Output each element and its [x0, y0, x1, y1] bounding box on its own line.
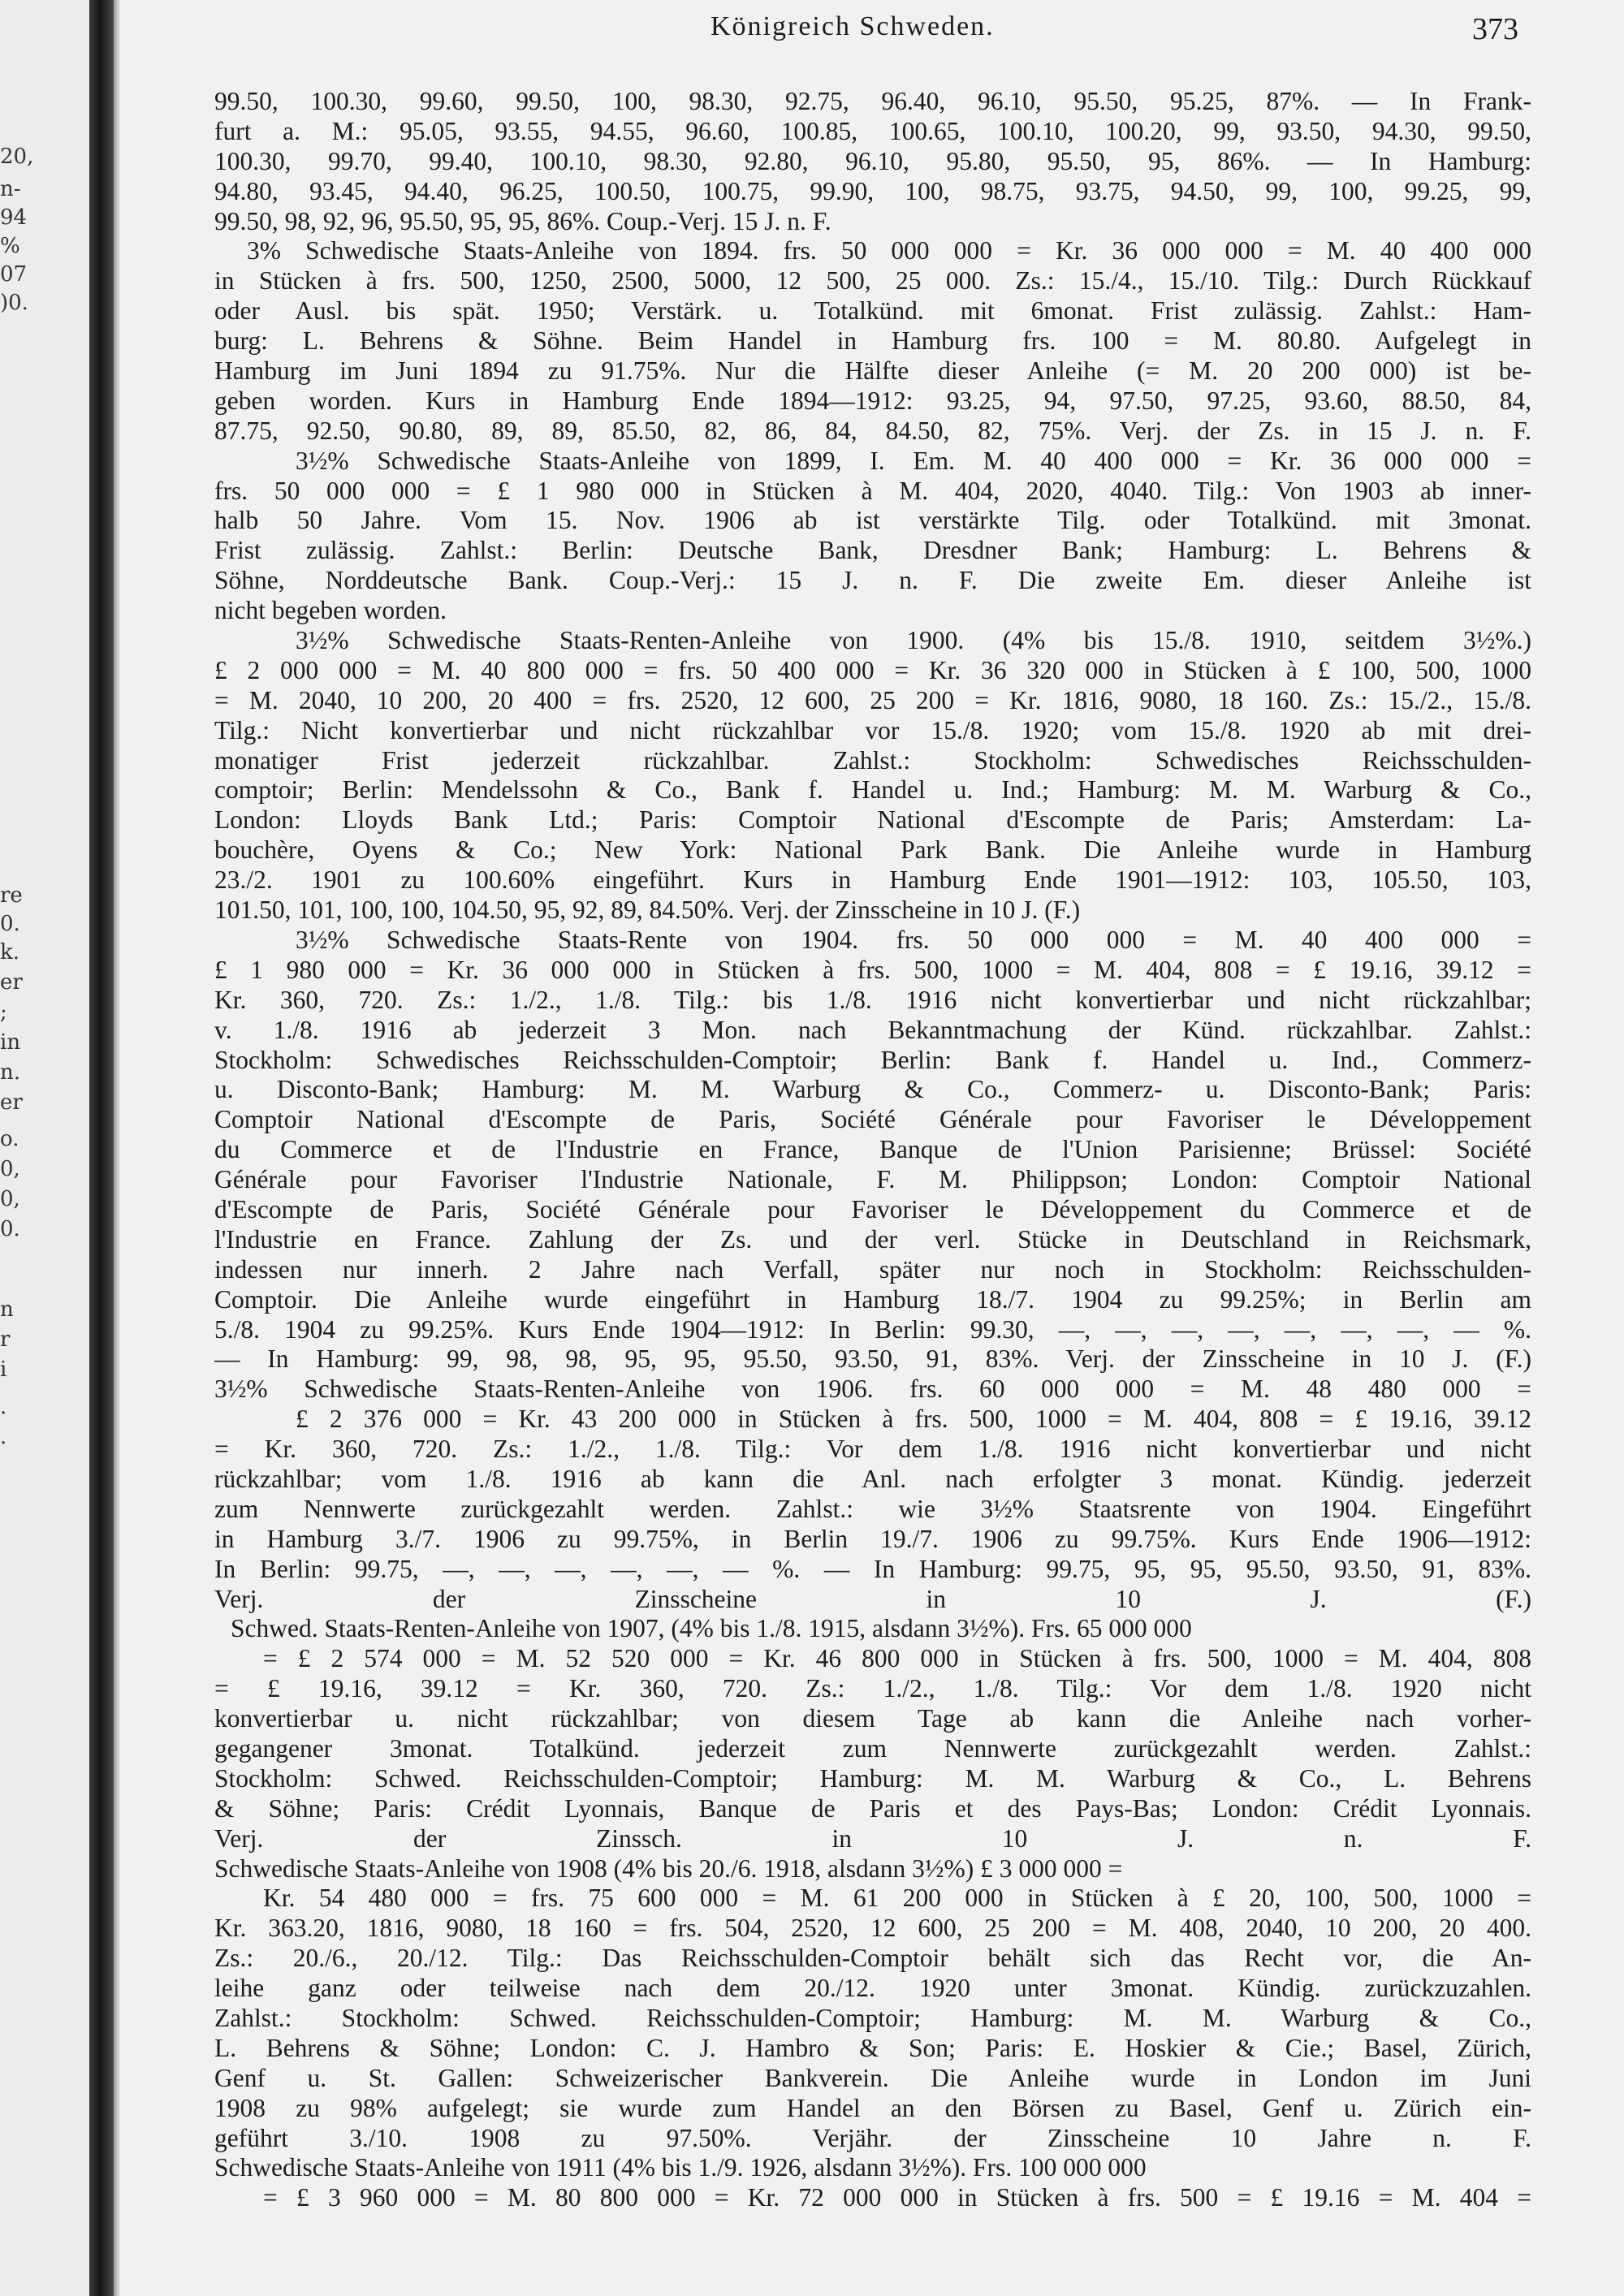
text-line: 87.75, 92.50, 90.80, 89, 89, 85.50, 82, 86, 84, 84.50, 82, 75%. Verj. der Zs. in 15 J. n. F. [214, 416, 1531, 445]
text-line: Stockholm: Schwed. Reichsschulden-Comptoir; Hamburg: M. M. Warburg & Co., L. Behrens [214, 1763, 1531, 1793]
text-line: Kr. 363.20, 1816, 9080, 18 160 = frs. 504, 2520, 12 600, 25 200 = M. 408, 2040, 10 200, 20 400. [214, 1914, 1531, 1943]
text-line: Tilg.: Nicht konvertierbar und nicht rückzahlbar vor 15./8. 1920; vom 15./8. 1920 ab mit drei- [214, 715, 1531, 744]
margin-fragment: 0, [0, 1157, 20, 1181]
text-line: Verj. der Zinssch. in 10 J. n. F. [214, 1823, 1531, 1853]
margin-fragment: er [0, 1090, 23, 1115]
text-line: — In Hamburg: 99, 98, 98, 95, 95, 95.50, 93.50, 91, 83%. Verj. der Zinsscheine in 10 J. (F.) [214, 1344, 1531, 1374]
entry-heading-line: 3% Schwedische Staats-Anleihe von 1894. frs. 50 000 000 = Kr. 36 000 000 = M. 40 400 000 [247, 236, 1531, 265]
text-line: Schwed. Staats-Renten-Anleihe von 1907, (4% bis 1./8. 1915, alsdann 3½%). Frs. 65 000 000 [231, 1614, 1192, 1643]
text-line: furt a. M.: 95.05, 93.55, 94.55, 96.60, 100.85, 100.65, 100.10, 100.20, 99, 93.50, 94.30, 99.50, [214, 116, 1531, 145]
text-line: Hamburg im Juni 1894 zu 91.75%. Nur die Hälfte dieser Anleihe (= M. 20 200 000) ist be- [214, 356, 1531, 386]
margin-fragment: o. [0, 1127, 19, 1151]
text-line: Verj. der Zinsscheine in 10 J. (F.) [214, 1584, 1531, 1613]
text-line: = Kr. 360, 720. Zs.: 1./2., 1./8. Tilg.: Vor dem 1./8. 1916 nicht konvertierbar und nicht [214, 1435, 1531, 1464]
margin-fragment: 07 [0, 262, 28, 287]
text-line: 1908 zu 98% aufgelegt; sie wurde zum Handel an den Börsen zu Basel, Genf u. Zürich ein- [214, 2093, 1531, 2122]
text-line: zum Nennwerte zurückgezahlt werden. Zahlst.: wie 3½% Staatsrente von 1904. Eingeführt [214, 1494, 1531, 1523]
text-line: Zahlst.: Stockholm: Schwed. Reichsschulden-Comptoir; Hamburg: M. M. Warburg & Co., [214, 2004, 1531, 2032]
margin-fragment: n [0, 1297, 14, 1322]
text-line: = M. 2040, 10 200, 20 400 = frs. 2520, 12 600, 25 200 = Kr. 1816, 9080, 18 160. Zs.: 15./2., 15./8. [214, 685, 1531, 714]
margin-fragment: 0. [0, 912, 20, 936]
text-line: £ 2 000 000 = M. 40 800 000 = frs. 50 400 000 = Kr. 36 320 000 in Stücken à £ 100, 500, 1000 [214, 655, 1531, 684]
entry-heading-line: Kr. 54 480 000 = frs. 75 600 000 = M. 61 200 000 in Stücken à £ 20, 100, 500, 1000 = [263, 1884, 1531, 1913]
margin-fragment: % [0, 234, 20, 258]
text-line: 94.80, 93.45, 94.40, 96.25, 100.50, 100.75, 99.90, 100, 98.75, 93.75, 94.50, 99, 100, 99.25, 99, [214, 176, 1531, 205]
text-line: 5./8. 1904 zu 99.25%. Kurs Ende 1904—1912: In Berlin: 99.30, —, —, —, —, —, —, —, — %. [214, 1314, 1531, 1344]
margin-fragment: )0. [0, 291, 28, 315]
text-line: nicht begeben worden. [214, 596, 447, 625]
book-binding-shadow [89, 0, 114, 2296]
running-header: Königreich Schweden. [710, 11, 995, 41]
margin-fragment: k. [0, 940, 20, 965]
text-line: burg: L. Behrens & Söhne. Beim Handel in Hamburg frs. 100 = M. 80.80. Aufgelegt in [214, 326, 1531, 356]
margin-fragment: . [0, 1395, 7, 1419]
text-line: Frist zulässig. Zahlst.: Berlin: Deutsche Bank, Dresdner Bank; Hamburg: L. Behrens & [214, 536, 1531, 565]
entry-heading-line: 3½% Schwedische Staats-Rente von 1904. frs. 50 000 000 = M. 40 400 000 = [296, 925, 1531, 954]
margin-fragment: 0, [0, 1187, 20, 1211]
margin-fragment: ; [0, 1000, 7, 1025]
margin-fragment: 94 [0, 205, 28, 230]
text-line: London: Lloyds Bank Ltd.; Paris: Comptoir National d'Escompte de Paris; Amsterdam: La- [214, 805, 1531, 835]
text-line: In Berlin: 99.75, —, —, —, —, —, — %. — In Hamburg: 99.75, 95, 95, 95.50, 93.50, 91, 83%. [214, 1554, 1531, 1583]
text-line: u. Disconto-Bank; Hamburg: M. M. Warburg & Co., Commerz- u. Disconto-Bank; Paris: [214, 1075, 1531, 1104]
text-line: = £ 19.16, 39.12 = Kr. 360, 720. Zs.: 1./2., 1./8. Tilg.: Vor dem 1./8. 1920 nicht [214, 1674, 1531, 1703]
text-line: Söhne, Norddeutsche Bank. Coup.-Verj.: 15 J. n. F. Die zweite Em. dieser Anleihe ist [214, 566, 1531, 595]
text-line: 3½% Schwedische Staats-Renten-Anleihe von 1906. frs. 60 000 000 = M. 48 480 000 = [214, 1375, 1531, 1404]
text-line: geben worden. Kurs in Hamburg Ende 1894—1912: 93.25, 94, 97.50, 97.25, 93.60, 88.50, 84, [214, 386, 1531, 415]
left-page-margin [0, 0, 89, 2296]
page-number: 373 [1472, 12, 1518, 46]
text-line: oder Ausl. bis spät. 1950; Verstärk. u. Totalkünd. mit 6monat. Frist zulässig. Zahlst.: Ham- [214, 296, 1531, 326]
margin-fragment: n. [0, 1060, 21, 1085]
text-line: 101.50, 101, 100, 100, 104.50, 95, 92, 89, 84.50%. Verj. der Zinsscheine in 10 J. (F.) [214, 896, 1081, 925]
margin-fragment: . [0, 1425, 7, 1449]
text-line: Zs.: 20./6., 20./12. Tilg.: Das Reichsschulden-Comptoir behält sich das Recht vor, die An- [214, 1944, 1531, 1973]
text-line: rückzahlbar; vom 1./8. 1916 ab kann die Anl. nach erfolgter 3 monat. Kündig. jederzeit [214, 1464, 1531, 1493]
text-line: Comptoir National d'Escompte de Paris, Société Générale pour Favoriser le Développement [214, 1105, 1531, 1134]
text-line: Schwedische Staats-Anleihe von 1911 (4% bis 1./9. 1926, alsdann 3½%). Frs. 100 000 000 [214, 2153, 1147, 2182]
text-line: gegangener 3monat. Totalkünd. jederzeit zum Nennwerte zurückgezahlt werden. Zahlst.: [214, 1733, 1531, 1763]
text-line: monatiger Frist jederzeit rückzahlbar. Zahlst.: Stockholm: Schwedisches Reichsschulden- [214, 745, 1531, 775]
text-line: geführt 3./10. 1908 zu 97.50%. Verjähr. der Zinsscheine 10 Jahre n. F. [214, 2123, 1531, 2152]
text-line: halb 50 Jahre. Vom 15. Nov. 1906 ab ist verstärkte Tilg. oder Totalkünd. mit 3monat. [214, 506, 1531, 535]
text-line: Stockholm: Schwedisches Reichsschulden-Comptoir; Berlin: Bank f. Handel u. Ind., Commerz- [214, 1045, 1531, 1074]
entry-heading-line: = £ 3 960 000 = M. 80 800 000 = Kr. 72 000 000 in Stücken à frs. 500 = £ 19.16 = M. 404 = [263, 2183, 1531, 2212]
margin-fragment: in [0, 1030, 21, 1055]
body-text [214, 87, 1531, 2243]
text-line: bouchère, Oyens & Co.; New York: National Park Bank. Die Anleihe wurde in Hamburg [214, 835, 1531, 865]
text-line: 23./2. 1901 zu 100.60% eingeführt. Kurs in Hamburg Ende 1901—1912: 103, 105.50, 103, [214, 865, 1531, 895]
margin-fragment: r [0, 1327, 11, 1352]
entry-heading-line: 3½% Schwedische Staats-Anleihe von 1899, I. Em. M. 40 400 000 = Kr. 36 000 000 = [296, 446, 1531, 475]
text-line: Générale pour Favoriser l'Industrie Nationale, F. M. Philippson; London: Comptoir National [214, 1165, 1531, 1194]
margin-fragment: re [0, 883, 23, 908]
text-line: L. Behrens & Söhne; London: C. J. Hambro & Son; Paris: E. Hoskier & Cie.; Basel, Zürich, [214, 2033, 1531, 2062]
text-line: leihe ganz oder teilweise nach dem 20./12. 1920 unter 3monat. Kündig. zurückzuzahlen. [214, 1974, 1531, 2003]
text-line: & Söhne; Paris: Crédit Lyonnais, Banque de Paris et des Pays-Bas; London: Crédit Lyonnais. [214, 1793, 1531, 1823]
text-line: in Stücken à frs. 500, 1250, 2500, 5000, 12 500, 25 000. Zs.: 15./4., 15./10. Tilg.: Durch Rückkauf [214, 266, 1531, 296]
text-line: 99.50, 100.30, 99.60, 99.50, 100, 98.30, 92.75, 96.40, 96.10, 95.50, 95.25, 87%. — In Frank- [214, 87, 1531, 115]
text-line: £ 1 980 000 = Kr. 36 000 000 in Stücken à frs. 500, 1000 = M. 404, 808 = £ 19.16, 39.12 = [214, 955, 1531, 984]
text-line: 100.30, 99.70, 99.40, 100.10, 98.30, 92.80, 96.10, 95.80, 95.50, 95, 86%. — In Hamburg: [214, 146, 1531, 175]
text-line: comptoir; Berlin: Mendelssohn & Co., Bank f. Handel u. Ind.; Hamburg: M. M. Warburg & Co., [214, 775, 1531, 805]
text-line: v. 1./8. 1916 ab jederzeit 3 Mon. nach Bekanntmachung der Künd. rückzahlbar. Zahlst.: [214, 1015, 1531, 1044]
text-line: l'Industrie en France. Zahlung der Zs. und der verl. Stücke in Deutschland in Reichsmark, [214, 1224, 1531, 1254]
text-line: Schwedische Staats-Anleihe von 1908 (4% bis 20./6. 1918, alsdann 3½%) £ 3 000 000 = [214, 1854, 1123, 1883]
entry-heading-line: £ 2 376 000 = Kr. 43 200 000 in Stücken à frs. 500, 1000 = M. 404, 808 = £ 19.16, 39.12 [296, 1405, 1531, 1434]
margin-fragment: er [0, 970, 23, 995]
margin-fragment: n- [0, 177, 21, 201]
entry-heading-line: 3½% Schwedische Staats-Renten-Anleihe von 1900. (4% bis 15./8. 1910, seitdem 3½%.) [296, 626, 1531, 655]
text-line: in Hamburg 3./7. 1906 zu 99.75%, in Berlin 19./7. 1906 zu 99.75%. Kurs Ende 1906—1912: [214, 1524, 1531, 1553]
text-line: frs. 50 000 000 = £ 1 980 000 in Stücken à M. 404, 2020, 4040. Tilg.: Von 1903 ab inner- [214, 476, 1531, 505]
text-line: indessen nur innerh. 2 Jahre nach Verfall, später nur noch in Stockholm: Reichsschulden- [214, 1254, 1531, 1284]
margin-fragment: 0. [0, 1217, 20, 1241]
text-line: konvertierbar u. nicht rückzahlbar; von diesem Tage ab kann die Anleihe nach vorher- [214, 1704, 1531, 1733]
text-line: Genf u. St. Gallen: Schweizerischer Bankverein. Die Anleihe wurde in London im Juni [214, 2063, 1531, 2092]
text-line: 99.50, 98, 92, 96, 95.50, 95, 95, 86%. Coup.-Verj. 15 J. n. F. [214, 206, 831, 235]
text-line: Comptoir. Die Anleihe wurde eingeführt in Hamburg 18./7. 1904 zu 99.25%; in Berlin am [214, 1284, 1531, 1314]
text-line: Kr. 360, 720. Zs.: 1./2., 1./8. Tilg.: bis 1./8. 1916 nicht konvertierbar und nicht rückzahlbar; [214, 985, 1531, 1014]
text-line: du Commerce et de l'Industrie en France, Banque de l'Union Parisienne; Brüssel: Société [214, 1135, 1531, 1164]
text-line [214, 2213, 1531, 2243]
text-line: d'Escompte de Paris, Société Générale pour Favoriser le Développement du Commerce et de [214, 1194, 1531, 1224]
margin-fragment: 20, [0, 145, 34, 169]
binding-edge [114, 0, 120, 2296]
entry-heading-line: = £ 2 574 000 = M. 52 520 000 = Kr. 46 800 000 in Stücken à frs. 500, 1000 = M. 404, 808 [263, 1644, 1531, 1673]
margin-fragment: i [0, 1357, 7, 1382]
